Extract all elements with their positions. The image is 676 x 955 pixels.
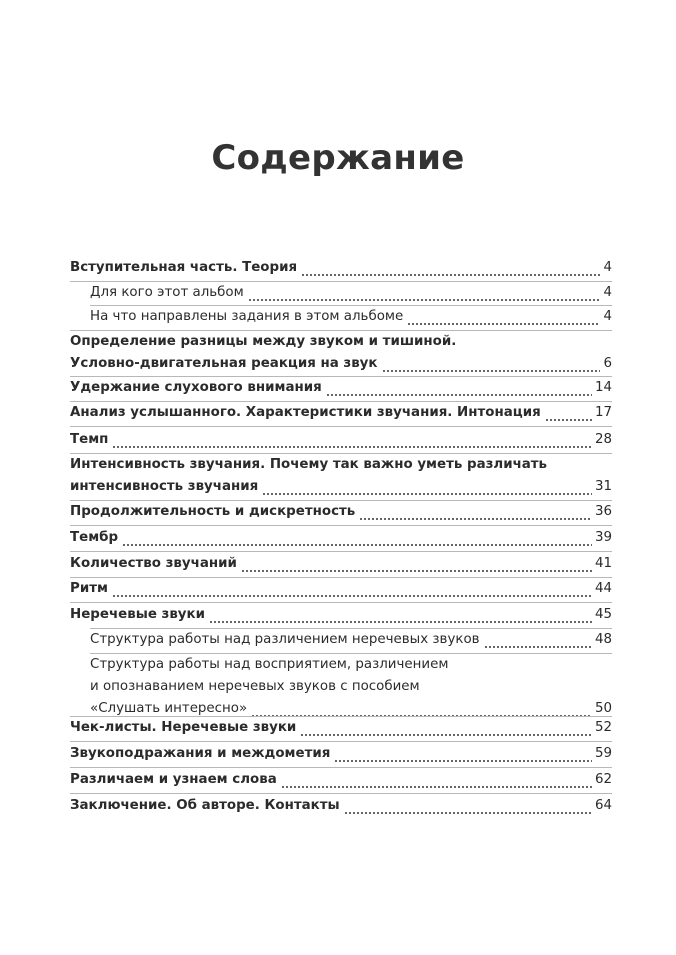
toc-entry-label: «Слушать интересно»: [90, 701, 248, 716]
toc-entry-page: 48: [594, 632, 612, 647]
toc-entry-label: Количество звучаний: [70, 556, 237, 571]
toc-entry-label: Чек-листы. Неречевые звуки: [70, 720, 297, 735]
toc-entry[interactable]: [70, 604, 612, 626]
toc-entry[interactable]: [70, 429, 612, 451]
toc-entry-label-line: Интенсивность звучания. Почему так важно уметь различать: [70, 457, 548, 472]
toc-entry-label: Темп: [70, 432, 109, 447]
toc-entry-label: Анализ услышанного. Характеристики звучания. Интонация: [70, 405, 541, 420]
toc-entry[interactable]: [70, 501, 612, 523]
toc-entry-label: Продолжительность и дискретность: [70, 504, 356, 519]
toc-entry-label: интенсивность звучания: [70, 479, 259, 494]
toc-entry-page: 17: [594, 405, 612, 420]
toc-entry-page: 4: [603, 309, 612, 324]
toc-leader-dots: [281, 786, 592, 788]
toc-entry-label-line: Структура работы над восприятием, различением: [90, 657, 449, 672]
toc-entry-page: 50: [594, 701, 612, 716]
toc-entry-label: Различаем и узнаем слова: [70, 772, 277, 787]
toc-entry-page: 4: [603, 260, 612, 275]
toc-entry-label: На что направлены задания в этом альбоме: [90, 309, 404, 324]
toc-entry[interactable]: [70, 553, 612, 575]
toc-entry[interactable]: [70, 527, 612, 549]
toc-leader-dots: [359, 518, 592, 520]
toc-leader-dots: [262, 493, 592, 495]
toc-entry-page: 64: [594, 798, 612, 813]
toc-entry-label: Тембр: [70, 530, 119, 545]
toc-divider: [70, 602, 612, 603]
toc-divider: [70, 426, 612, 427]
toc-leader-dots: [484, 646, 592, 648]
toc-entry[interactable]: [70, 402, 612, 424]
toc-entry-label: Для кого этот альбом: [90, 285, 244, 300]
toc-entry-label: Заключение. Об авторе. Контакты: [70, 798, 340, 813]
toc-divider: [70, 741, 612, 742]
toc-leader-dots: [545, 419, 592, 421]
toc-leader-dots: [300, 734, 592, 736]
toc-entry-page: 31: [594, 479, 612, 494]
toc-entry-page: 28: [594, 432, 612, 447]
toc-entry-label: Ритм: [70, 581, 108, 596]
toc-leader-dots: [344, 812, 592, 814]
toc-entry[interactable]: [70, 717, 612, 739]
toc-leader-dots: [112, 595, 592, 597]
toc-entry-page: 4: [603, 285, 612, 300]
toc-divider: [70, 793, 612, 794]
toc-subentry[interactable]: [90, 306, 612, 328]
toc-leader-dots: [122, 544, 592, 546]
toc-leader-dots: [326, 394, 592, 396]
toc-entry-page: 14: [594, 380, 612, 395]
toc-leader-dots: [112, 446, 592, 448]
toc-entry[interactable]: [70, 257, 612, 279]
toc-entry-page: 39: [594, 530, 612, 545]
toc-entry-label: Вступительная часть. Теория: [70, 260, 298, 275]
toc-entry-page: 41: [594, 556, 612, 571]
toc-entry-page: 45: [594, 607, 612, 622]
toc-entry-label: Удержание слухового внимания: [70, 380, 322, 395]
toc-leader-dots: [334, 760, 592, 762]
toc-leader-dots: [209, 621, 592, 623]
toc-entry-label: Неречевые звуки: [70, 607, 206, 622]
toc-entry-label-line: Определение разницы между звуком и тишиной.: [70, 334, 457, 349]
toc-entry[interactable]: [70, 578, 612, 600]
toc-entry-page: 62: [594, 772, 612, 787]
toc-divider: [70, 767, 612, 768]
toc-subentry[interactable]: [90, 654, 612, 720]
toc-leader-dots: [301, 274, 600, 276]
toc-entry-label: Структура работы над различением неречевых звуков: [90, 632, 480, 647]
toc-entry-label: Условно-двигательная реакция на звук: [70, 356, 378, 371]
toc-leader-dots: [407, 323, 600, 325]
toc-entry-label: Звукоподражания и междометия: [70, 746, 331, 761]
toc-entry[interactable]: [70, 743, 612, 765]
toc-entry[interactable]: [70, 377, 612, 399]
toc-divider: [70, 525, 612, 526]
toc-subentry[interactable]: [90, 282, 612, 304]
toc-subentry[interactable]: [90, 629, 612, 651]
toc-entry-page: 44: [594, 581, 612, 596]
toc-leader-dots: [241, 570, 592, 572]
toc-entry-page: 52: [594, 720, 612, 735]
toc-entry[interactable]: [70, 331, 612, 375]
toc-leader-dots: [248, 299, 601, 301]
page-title: Содержание: [211, 138, 465, 178]
toc-divider: [70, 551, 612, 552]
toc-entry-page: 59: [594, 746, 612, 761]
toc-entry[interactable]: [70, 795, 612, 817]
toc-entry[interactable]: [70, 454, 612, 498]
toc-leader-dots: [382, 370, 601, 372]
toc-entry-page: 36: [594, 504, 612, 519]
toc-entry-label-line: и опознаванием неречевых звуков с пособием: [90, 679, 420, 694]
toc-entry-page: 6: [603, 356, 612, 371]
toc-entry[interactable]: [70, 769, 612, 791]
